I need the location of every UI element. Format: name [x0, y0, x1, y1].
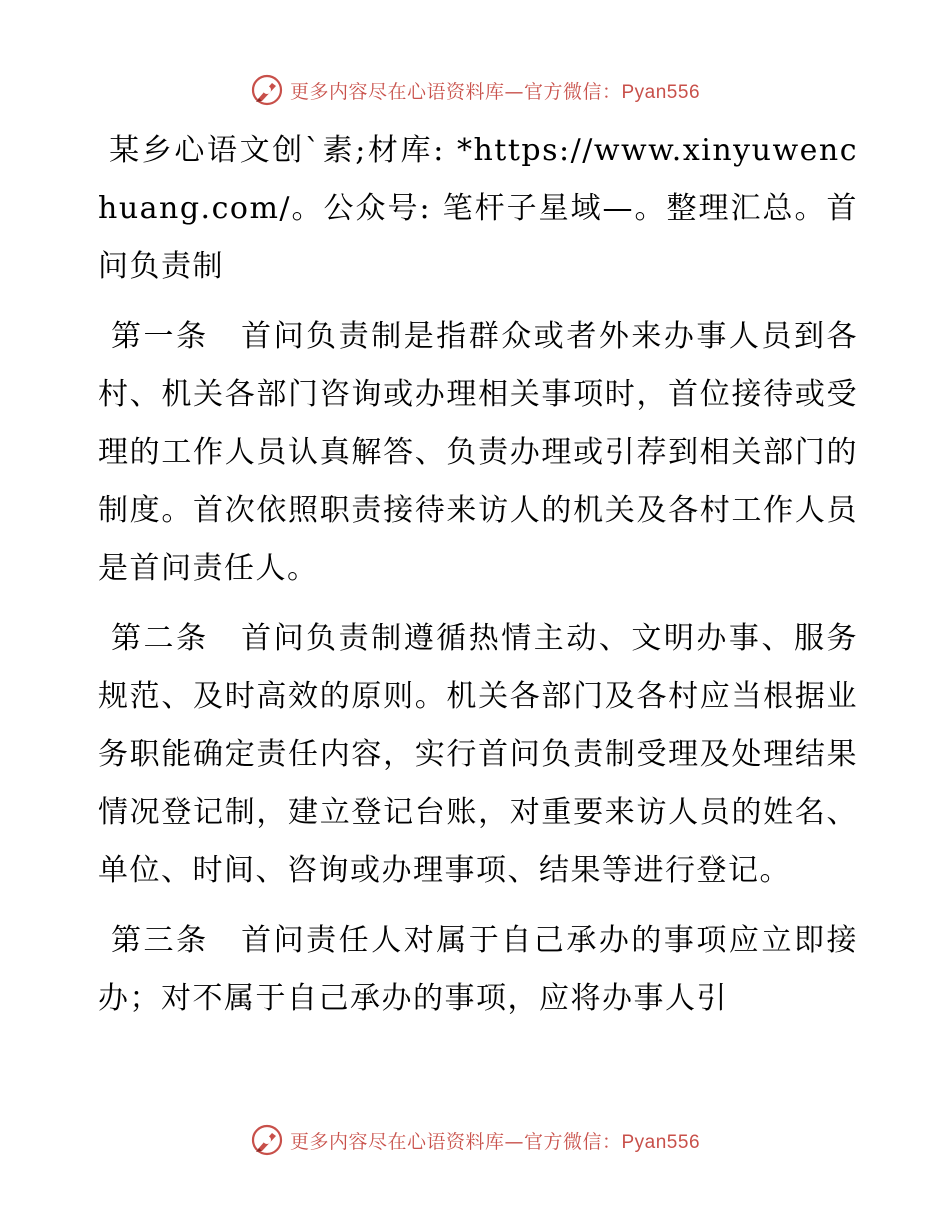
paragraph-article-2: 第二条 首问负责制遵循热情主动、文明办事、服务规范、及时高效的原则。机关各部门及各村应当根据业务职能确定责任内容，实行首问负责制受理及处理结果情况登记制，建立登记台账，对重要来访人员的姓名、单位、时间、咨询或办理事项、结果等进行登记。: [98, 621, 858, 888]
watermark-footer: [0, 1120, 950, 1160]
document-body: [98, 122, 858, 1028]
pen-logo-icon: [250, 1123, 284, 1157]
watermark-text: 更多内容尽在心语资料库—官方微信：Pyan556: [289, 80, 701, 103]
paragraph-article-1: 第一条 首问负责制是指群众或者外来办事人员到各村、机关各部门咨询或办理相关事项时，首位接待或受理的工作人员认真解答、负责办理或引荐到相关部门的制度。首次依照职责接待来访人的机关及各村工作人员是首问责任人。: [98, 319, 858, 586]
paragraph-intro: 某乡心语文创`素;材库: *https://www.xinyuwenchuang.com/。公众号: 笔杆子星域—。整理汇总。首问负责制: [98, 133, 858, 284]
paragraph-article-3: 第三条 首问责任人对属于自己承办的事项应立即接办；对不属于自己承办的事项，应将办事人引: [98, 923, 858, 1016]
pen-logo-icon: [250, 73, 284, 107]
watermark-header: [0, 70, 950, 110]
watermark-text: 更多内容尽在心语资料库—官方微信：Pyan556: [289, 1130, 701, 1153]
